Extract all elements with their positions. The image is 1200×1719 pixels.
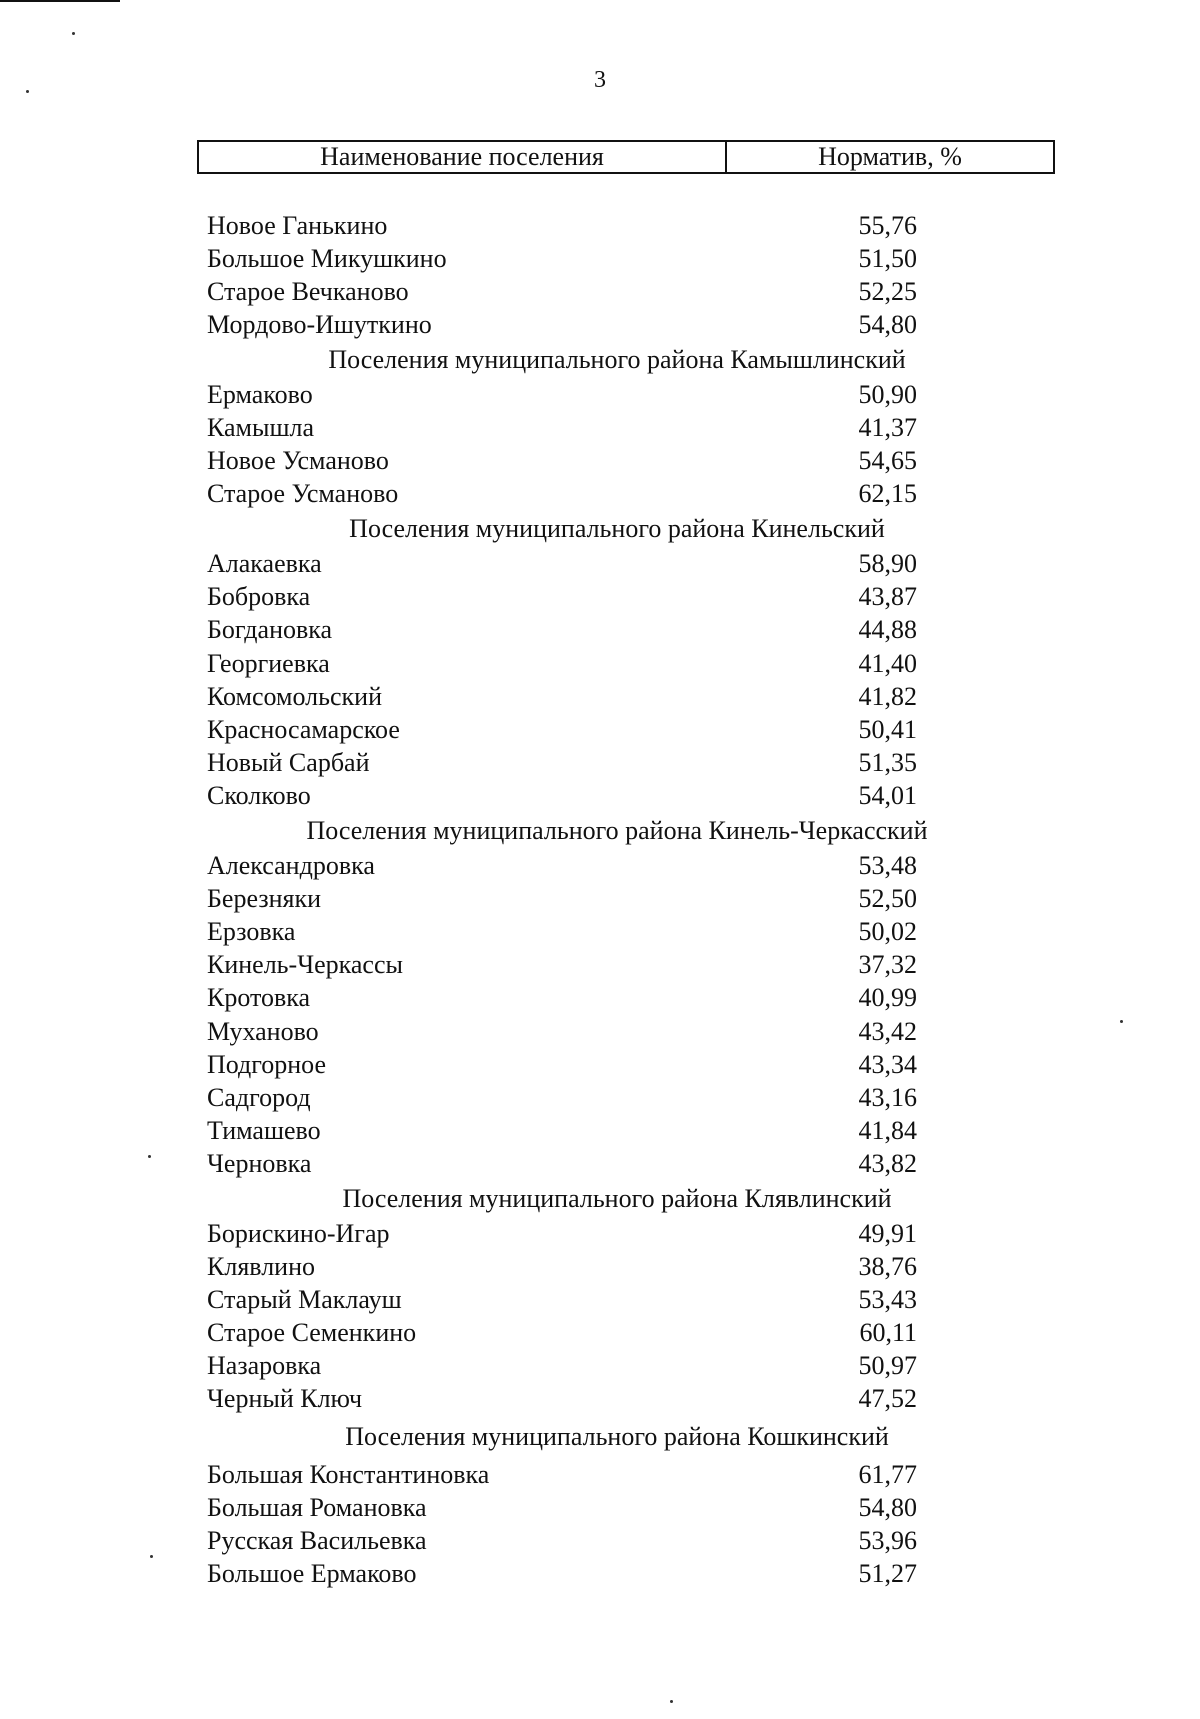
settlement-name: Большая Романовка [207,1492,427,1522]
settlement-value: 43,87 [858,582,917,612]
settlement-value: 51,50 [858,243,917,273]
table-row [207,411,997,444]
settlement-value: 43,82 [858,1148,917,1178]
section-heading: Поселения муниципального района Камышлинский [328,344,906,374]
settlement-value: 44,88 [858,615,917,645]
table-row [207,883,997,916]
section-heading: Поселения муниципального района Кошкинский [345,1422,889,1451]
page-number: 3 [594,67,606,93]
table-row [207,308,997,341]
table-row [207,1048,997,1081]
settlement-value: 47,52 [858,1384,917,1414]
settlement-value: 52,25 [858,276,917,306]
settlement-name: Кротовка [207,983,311,1013]
header-name-column: Наименование поселения [199,142,727,172]
settlement-name: Большая Константиновка [207,1459,490,1489]
settlement-name: Борискино-Игар [207,1218,390,1248]
section-heading: Поселения муниципального района Кинель-Черкасский [306,816,928,845]
table-row [207,1015,997,1048]
table-row [207,916,997,949]
settlement-name: Старое Усманово [207,479,399,509]
settlement-value: 62,15 [858,479,917,509]
settlement-name: Камышла [207,413,314,443]
settlement-name: Новое Ганькино [207,210,388,240]
table-row [207,1350,997,1383]
scan-speck [670,1700,673,1703]
settlement-name: Кинель-Черкассы [207,950,403,980]
settlement-name: Комсомольский [207,681,382,711]
settlement-name: Черновка [207,1148,312,1178]
settlement-value: 54,01 [858,780,917,810]
scan-speck [72,32,75,35]
settlement-value: 43,34 [858,1049,917,1079]
settlement-name: Березняки [207,884,322,914]
settlement-name: Муханово [207,1016,319,1046]
section-heading: Поселения муниципального района Кинельский [349,514,885,544]
settlement-value: 55,76 [858,210,917,240]
settlements-list [207,209,997,1590]
settlement-name: Новое Усманово [207,446,389,476]
settlement-value: 51,27 [858,1558,917,1588]
table-row [207,242,997,275]
table-row [207,1217,997,1250]
table-row [207,614,997,647]
settlement-name: Подгорное [207,1049,327,1079]
settlement-name: Старое Вечканово [207,276,409,306]
scan-speck [150,1555,153,1558]
settlement-value: 50,41 [858,714,917,744]
settlement-value: 54,65 [858,446,917,476]
settlement-value: 54,80 [858,1492,917,1522]
settlement-value: 41,82 [858,681,917,711]
table-row [207,378,997,411]
table-row [207,949,997,982]
settlement-value: 50,97 [858,1351,917,1381]
settlement-name: Клявлино [207,1252,316,1282]
settlement-value: 60,11 [859,1318,917,1348]
table-row [207,779,997,812]
table-row [207,982,997,1015]
table-row [207,1317,997,1350]
settlement-value: 61,77 [858,1459,917,1489]
settlement-value: 53,43 [858,1285,917,1315]
settlement-name: Бобровка [207,582,311,612]
settlement-value: 51,35 [858,747,917,777]
settlement-name: Назаровка [207,1351,322,1381]
scan-speck [26,90,29,93]
table-row [207,1383,997,1416]
settlement-name: Александровка [207,851,375,881]
table-row [207,1557,997,1590]
table-row [207,746,997,779]
settlement-value: 49,91 [858,1218,917,1248]
settlement-name: Большое Ермаково [207,1558,417,1588]
table-row [207,1114,997,1147]
table-row [207,548,997,581]
section-heading: Поселения муниципального района Клявлинский [342,1183,892,1213]
settlement-name: Большое Микушкино [207,243,447,273]
table-row [207,1081,997,1114]
header-value-column: Норматив, % [818,142,962,171]
table-row [207,275,997,308]
settlement-name: Сколково [207,780,311,810]
settlement-name: Богдановка [207,615,333,645]
table-row [207,1284,997,1317]
table-row [207,647,997,680]
table-row [207,850,997,883]
settlement-value: 43,42 [858,1016,917,1046]
settlement-name: Русская Васильевка [207,1525,427,1555]
settlement-value: 37,32 [858,950,917,980]
settlement-value: 41,84 [858,1115,917,1145]
settlement-name: Алакаевка [207,549,322,579]
settlement-value: 54,80 [858,309,917,339]
table-row [207,1251,997,1284]
table-row [207,1458,997,1491]
settlement-value: 50,90 [858,379,917,409]
table-row [207,478,997,511]
table-row [207,1147,997,1180]
settlement-value: 43,16 [858,1082,917,1112]
settlement-value: 53,96 [858,1525,917,1555]
settlement-name: Ермаково [207,379,313,409]
settlement-name: Георгиевка [207,648,330,678]
settlement-name: Садгород [207,1082,311,1112]
settlement-value: 41,37 [858,413,917,443]
settlement-value: 52,50 [858,884,917,914]
table-row [207,713,997,746]
table-header [197,140,1055,174]
settlement-value: 38,76 [858,1252,917,1282]
settlement-name: Тимашево [207,1115,321,1145]
table-row [207,445,997,478]
settlement-name: Старое Семенкино [207,1318,417,1348]
table-row [207,1491,997,1524]
settlement-name: Ерзовка [207,917,296,947]
settlement-value: 53,48 [858,851,917,881]
table-row [207,581,997,614]
settlement-name: Красносамарское [207,714,400,744]
scan-speck [148,1155,151,1158]
settlement-value: 41,40 [858,648,917,678]
settlement-value: 50,02 [858,917,917,947]
settlement-name: Мордово-Ишуткино [207,309,432,339]
table-row [207,680,997,713]
settlement-value: 58,90 [858,549,917,579]
settlement-name: Новый Сарбай [207,747,370,777]
settlement-name: Старый Маклауш [207,1285,402,1315]
settlement-value: 40,99 [858,983,917,1013]
table-row [207,1524,997,1557]
table-row [207,209,997,242]
scan-top-rule [0,0,120,2]
scan-speck [1120,1020,1123,1023]
settlement-name: Черный Ключ [207,1384,363,1414]
